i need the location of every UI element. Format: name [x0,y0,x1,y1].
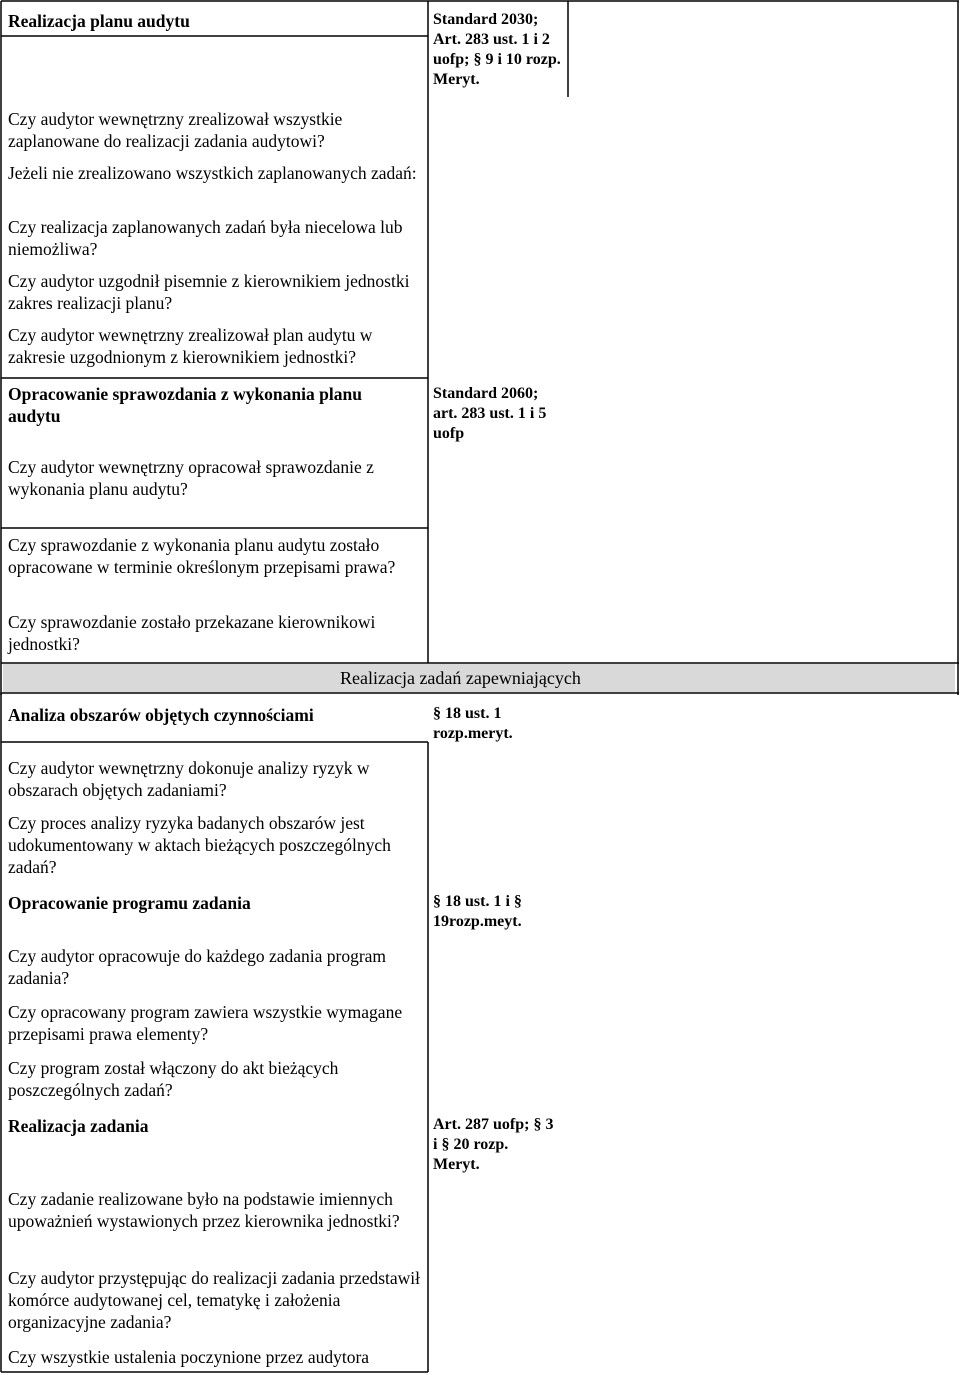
section-title-risk-analysis: Analiza obszarów objętych czynnościami [8,705,314,725]
question-text: Czy sprawozdanie z wykonania planu audytu zostało opracowane w terminie określonym przepisami prawa? [8,535,396,577]
section-title-task-program: Opracowanie programu zadania [8,893,251,913]
question-text: Czy audytor przystępując do realizacji zadania przedstawił komórce audytowanej cel, tematykę i założenia organizacyjne zadania? [8,1268,421,1332]
question-text: Czy audytor opracowuje do każdego zadania program zadania? [8,946,387,988]
question-text: Czy opracowany program zawiera wszystkie wymagane przepisami prawa elementy? [8,1002,403,1044]
section-title-task-realization: Realizacja zadania [8,1116,149,1136]
question-text: Czy proces analizy ryzyka badanych obszarów jest udokumentowany w aktach bieżących poszczególnych zadań? [8,813,391,877]
section-title-plan-realization: Realizacja planu audytu [8,11,190,31]
question-text: Czy zadanie realizowane było na podstawie imiennych upoważnień wystawionych przez kierownika jednostki? [8,1189,400,1231]
question-text: Czy audytor wewnętrzny dokonuje analizy ryzyk w obszarach objętych zadaniami? [8,758,370,800]
question-text: Jeżeli nie zrealizowano wszystkich zaplanowanych zadań: [8,163,417,183]
question-text: Czy audytor wewnętrzny zrealizował wszystkie zaplanowane do realizacji zadania audytowi? [8,109,343,151]
question-text: Czy audytor wewnętrzny zrealizował plan audytu w zakresie uzgodnionym z kierownikiem jednostki? [8,325,373,367]
question-text: Czy realizacja zaplanowanych zadań była niecelowa lub niemożliwa? [8,217,403,259]
reference-paragraph-18: § 18 ust. 1 rozp.meryt. [433,705,513,742]
reference-paragraph-18-19: § 18 ust. 1 i § 19rozp.meyt. [433,893,522,930]
question-text: Czy program został włączony do akt bieżących poszczególnych zadań? [8,1058,339,1100]
section-title-report: Opracowanie sprawozdania z wykonania planu audytu [8,384,362,426]
question-text: Czy wszystkie ustalenia poczynione przez audytora [8,1347,370,1367]
reference-standard-2060: Standard 2060; art. 283 ust. 1 i 5 uofp [433,385,547,442]
question-text: Czy audytor wewnętrzny opracował sprawozdanie z wykonania planu audytu? [8,457,374,499]
reference-standard-2030: Standard 2030; Art. 283 ust. 1 i 2 uofp; § 9 i 10 rozp. Meryt. [433,11,561,88]
question-text: Czy sprawozdanie zostało przekazane kierownikowi jednostki? [8,612,376,654]
reference-art-287: Art. 287 uofp; § 3 i § 20 rozp. Meryt. [433,1116,554,1173]
question-text: Czy audytor uzgodnił pisemnie z kierownikiem jednostki zakres realizacji planu? [8,271,410,313]
banner-title: Realizacja zadań zapewniających [340,668,581,688]
